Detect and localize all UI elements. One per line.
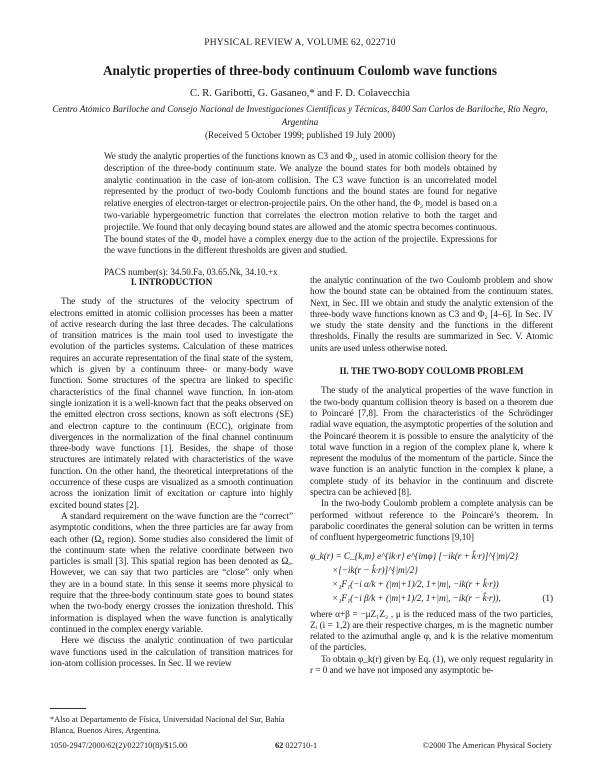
journal-header: PHYSICAL REVIEW A, VOLUME 62, 022710 — [204, 38, 396, 48]
received-date: (Received 5 October 1999; published 19 July 2000) — [204, 130, 396, 140]
paragraph: where α+β = −μZ₁Z₂ , μ is the reduced mass of the two particles, Zᵢ (i = 1,2) are their respective charges, m is the magnetic number related to the azimuthal angle φ, and k is the relative momentum of the particles. — [310, 609, 553, 654]
paragraph: To obtain φ_k(r) given by Eq. (1), we only request regularity in r = 0 and we have not imposed any asymptotic be- — [310, 654, 553, 677]
abstract: We study the analytic properties of the functions known as C3 and Φ₂, used in atomic collision theory for the description of the three-body continuum state. We analyze the bound states for both models obtained by analytic continuation in the case of ion-atom collision. The C3 wave function is an uncorrelated model represented by the product of two-body Coulomb functions and the bound states are found for negative relative energies of electron-target or electron-projectile pairs. On the other hand, the Φ₂ model is based on a two-variable hypergeometric function that correlates the electron motion relative to both the target and projectile. We found that only decaying bound states are allowed and the atomic spectra becomes continuous. The bound states of the Φ₂ model have a complex energy due to the action of the projectile. Expressions for the wave functions in the different thresholds are given and studied. — [104, 151, 497, 256]
equation-1 — [310, 550, 553, 606]
left-column — [50, 276, 293, 736]
equation-line-1: φ_k(r) = C_{k,m} e^{ik·r} e^{imφ} [−ik(r + k̂·r)]^{|m|/2} — [310, 551, 519, 562]
paragraph: the analytic continuation of the two Coulomb problem and show how the bound state can be obtained from the continuum states. Next, in Sec. III we obtain and study the analytic extension of the three-body wave functions known as C3 and Φ₂ [4–6]. In Sec. IV we study the state density and the functions in the different thresholds. Finally the results are summarized in Sec. V. Atomic units are used unless otherwise noted. — [310, 276, 553, 354]
equation-number: (1) — [542, 593, 553, 604]
volume-number: 62 — [275, 741, 284, 750]
equation-line-3: ×₁F₁(−i α/k + (|m|+1)/2, 1+|m|, −ik(r + k̂·r)) — [332, 579, 499, 590]
copyright: ©2000 The American Physical Society — [422, 741, 552, 750]
paragraph: A standard requirement on the wave function are the “correct” asymptotic conditions, when the three particles are far away from each other (Ω₀ region). Some studies also considered the limit of the continuum state when the relative coordinate between two particles is small [3]. This spatial region has been denoted as Ωₐ. However, we can say that two particles are “close” only when they are in a bound state. In this sense it seems more physical to require that the three-body continuum state goes to bound states when the two-body energy crosses the ionization threshold. This information is displayed when the wave function is analytically continued in the complex energy variable. — [50, 511, 293, 635]
footnote-divider — [50, 708, 86, 709]
right-column — [310, 276, 553, 677]
footnote-area — [50, 702, 293, 736]
affiliation: Centro Atómico Bariloche and Consejo Nacional de Investigaciones Científicas y Técnicas, 8400 San Carlos de Bariloche, Río Negro, Argentina — [52, 104, 548, 127]
footnote: *Also at Departamento de Física, Universidad Nacional del Sur, Bahía Blanca, Buenos Aires, Argentina. — [50, 715, 285, 735]
paper-title: Analytic properties of three-body continuum Coulomb wave functions — [102, 63, 498, 78]
pacs-numbers: PACS number(s): 34.50.Fa, 03.65.Nk, 34.10.+x — [104, 267, 278, 278]
section-heading-introduction: I. INTRODUCTION — [130, 278, 213, 288]
paragraph: Here we discuss the analytic continuation of two particular wave functions used in the calculation of transition matrices for ion-atom collision processes. In Sec. II we review — [50, 636, 293, 669]
paragraph: The study of the analytical properties of the wave function in the two-body quantum collision theory is based on a theorem due to Poincaré [7,8]. From the characteristics of the Schrödinger radial wave equation, the asymptotic properties of the solution and the Poincaré theorem it is possible to ensure the analyticity of the total wave function in a region of the complex plane k, where k represent the modulus of the momentum of the particle. Since the wave function is an analytic function in the complex k plane, a complete study of its behavior in the continuum and discrete spectra can be achieved [8]. — [310, 386, 553, 499]
equation-line-2: ×[−ik(r − k̂·r)]^{|m|/2} — [332, 565, 418, 576]
page-number: 022710-1 — [285, 741, 318, 750]
authors: C. R. Garibotti, G. Gasaneo,* and F. D. Colavecchia — [190, 88, 410, 99]
abstract-block — [104, 151, 497, 277]
equation-line-4: ×₁F₁(−i β/k + (|m|+1)/2, 1+|m|, −ik(r − k̂·r)), — [332, 593, 501, 604]
paragraph: The study of the structures of the velocity spectrum of electrons emitted in atomic collision processes has been a matter of active research during the last three decades. The calculations of transition matrices is the main tool used to investigate the evolution of the particles systems. Calculation of these matrices requires an accurate representation of the final state of the system, which is given by a continuum three- or many-body wave function. Some structures of the spectra are linked to specific characteristics of the final channel wave function. In ion-atom single ionization it is a well-known fact that the peaks observed on the emitted electron cross sections, known as soft electrons (SE) and electron capture to the continuum (ECC), originate from divergences in the normalization of the final channel continuum three-body wave functions [1]. Besides, the shape of those structures are intimately related with characteristics of the wave function. On the other hand, the theoretical interpretations of the occurrence of these cusps are visualized as a smooth continuation across the ionization limit of excitation or capture into highly excited bound states [2]. — [50, 297, 293, 511]
article-code: 1050-2947/2000/62(2)/022710(8)/$15.00 — [50, 741, 188, 750]
section-heading-two-body: II. THE TWO-BODY COULOMB PROBLEM — [339, 367, 524, 378]
paragraph: In the two-body Coulomb problem a complete analysis can be performed without reference to the Poincaré’s theorem. In parabolic coordinates the general solution can be written in terms of confluent hypergeometric functions [9,10] — [310, 499, 553, 544]
